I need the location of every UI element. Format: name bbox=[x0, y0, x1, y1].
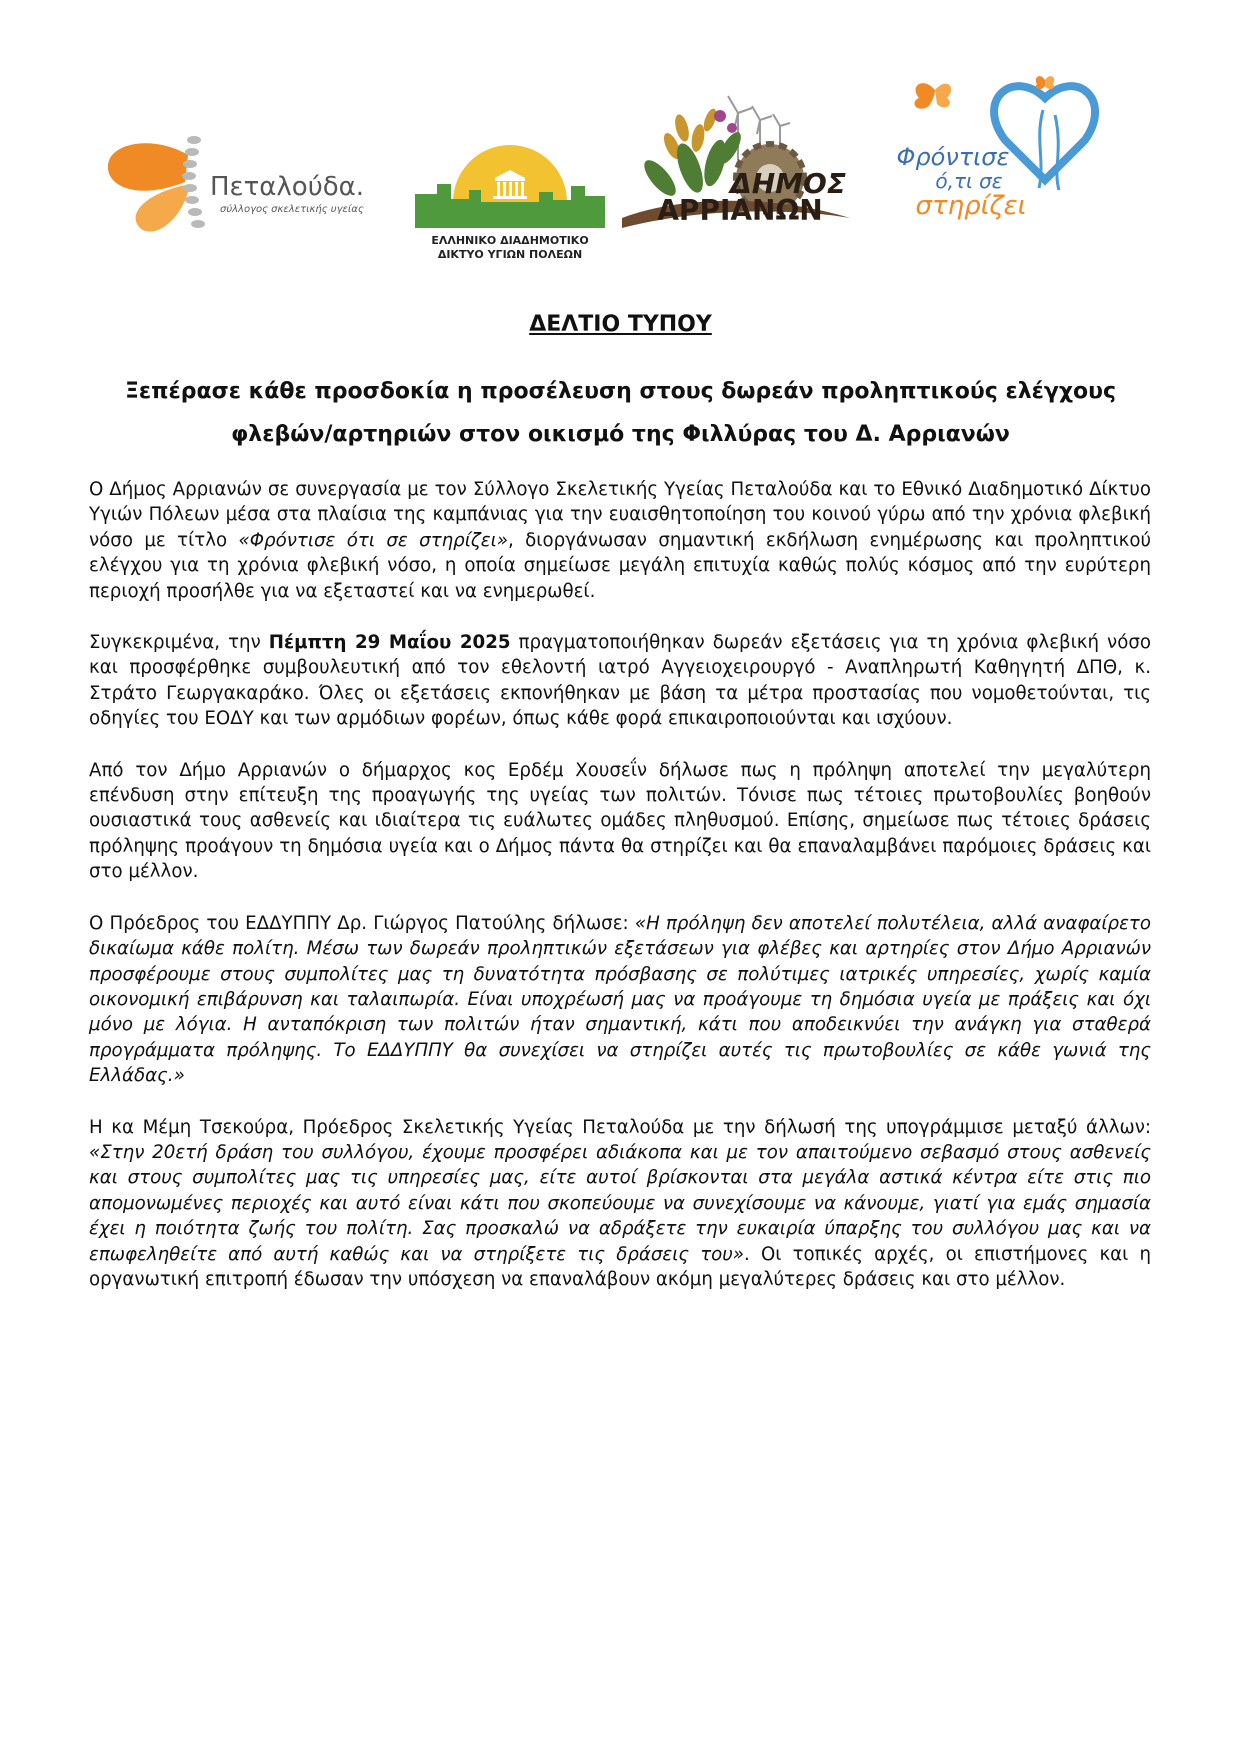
logo-row bbox=[0, 60, 1241, 270]
healthy-cities-logo bbox=[415, 144, 605, 264]
press-release-title bbox=[100, 370, 1141, 456]
paragraph-text: Η κα Μέμη Τσεκούρα, Πρόεδρος Σκελετικής Υγείας Πεταλούδα με την δήλωσή της υπογράμμισε μεταξύ άλλων: bbox=[89, 1116, 1151, 1138]
paragraph-text: Ο Πρόεδρος του ΕΔΔΥΠΠΥ Δρ. Γιώργος Πατούλης δήλωσε: bbox=[89, 912, 635, 934]
paragraph-text: Ο Δήμος Αρριανών σε συνεργασία με τον Σύλλογο Σκελετικής Υγείας Πεταλούδα και το Εθνικό Διαδημοτικό Δίκτυο Υγιών Πόλεων μέσα στα πλαίσια της καμπάνιας για την ευαισθητοποίηση του κοινού γύρω από την χρόνια φλεβική νόσο με τίτλο bbox=[89, 479, 1151, 551]
healthy-cities-line1: ΕΛΛΗΝΙΚΟ ΔΙΑΔΗΜΟΤΙΚΟ bbox=[431, 234, 589, 247]
dimos-arrianon-logo bbox=[620, 68, 865, 238]
petalouda-tagline: σύλλογος σκελετικής υγείας bbox=[220, 204, 364, 215]
title-line-1: Ξεπέρασε κάθε προσδοκία η προσέλευση στους δωρεάν προληπτικούς ελέγχους bbox=[124, 379, 1117, 404]
event-date: Πέμπτη 29 Μαΐου 2025 bbox=[268, 632, 511, 654]
article-body bbox=[89, 477, 1151, 1318]
healthy-cities-line2: ΔΙΚΤΥΟ ΥΓΙΩΝ ΠΟΛΕΩΝ bbox=[437, 248, 583, 261]
campaign-title: «Φρόντισε ότι σε στηρίζει» bbox=[238, 529, 508, 551]
paragraph-president-statement bbox=[89, 911, 1151, 1089]
paragraph-text: , διοργάνωσαν σημαντική εκδήλωση ενημέρωσης και προληπτικού ελέγχου για τη χρόνια φλεβική νόσο, η οποία σημείωσε μεγάλη επιτυχία καθώς πολύς κόσμος από την ευρύτερη περιοχή προσήλθε για να εξεταστεί και να ενημερωθεί. bbox=[89, 529, 1151, 602]
document-heading: ΔΕΛΤΙΟ ΤΥΠΟΥ bbox=[529, 312, 712, 337]
paragraph-association-statement bbox=[89, 1115, 1151, 1293]
quote-text: «Η πρόληψη δεν αποτελεί πολυτέλεια, αλλά αναφαίρετο δικαίωμα κάθε πολίτη. Μέσω των δωρεάν προληπτικών εξετάσεων για φλέβες και αρτηρίες στον Δήμο Αρριανών προσφέρουμε στους συμπολίτες μας τη δυνατότητα πρόσβασης σε πολύτιμες ιατρικές υπηρεσίες, χωρίς καμία οικονομική επιβάρυνση και ταλαιπωρία. Είναι υποχρέωσή μας να προάγουμε τη δημόσια υγεία με πράξεις και όχι μόνο με λόγια. Η ανταπόκριση των πολιτών ήταν σημαντική, κάτι που αποδεικνύει την ανάγκη για σταθερά προγράμματα πρόληψης. Το ΕΔΔΥΠΠΥ θα συνεχίσει να στηρίζει αυτές τις πρωτοβουλίες σε κάθε γωνιά της Ελλάδας.» bbox=[89, 912, 1151, 1087]
paragraph-text: πραγματοποιήθηκαν δωρεάν εξετάσεις για τη χρόνια φλεβική νόσο και προσφέρθηκε συμβουλευτική από τον εθελοντή ιατρό Αγγειοχειρουργό - Αναπληρωτή Καθηγητή ΔΠΘ, κ. Στράτο Γεωργακαράκο. Όλες οι εξετάσεις εκπονήθηκαν με βάση τα μέτρα προστασίας που νομοθετούνται, τις οδηγίες του ΕΟΔΥ και των αρμόδιων φορέων, όπως κάθε φορά επικαιροποιούνται και ισχύουν. bbox=[89, 632, 1151, 730]
paragraph-text: Συγκεκριμένα, την bbox=[89, 632, 269, 654]
campaign-line2: ό,τι σε bbox=[935, 169, 1003, 193]
petalouda-logo bbox=[100, 130, 365, 240]
paragraph-event-details bbox=[89, 630, 1151, 732]
campaign-logo bbox=[895, 70, 1115, 235]
title-line-2: φλεβών/αρτηριών στον οικισμό της Φιλλύρας του Δ. Αρριανών bbox=[231, 422, 1010, 447]
paragraph-mayor-statement: Από τον Δήμο Αρριανών ο δήμαρχος κος Ερδέμ Χουσεΐν δήλωσε πως η πρόληψη αποτελεί την μεγαλύτερη επένδυση στην επίτευξη της προαγωγής της υγείας των πολιτών. Τόνισε πως τέτοιες πρωτοβουλίες βοηθούν ουσιαστικά τους ασθενείς και ιδιαίτερα τις ευάλωτες ομάδες πληθυσμού. Επίσης, σημείωσε πως τέτοιες δράσεις πρόληψης προάγουν τη δημόσια υγεία και ο Δήμος πάντα θα στηρίζει και θα επαναλαμβάνει παρόμοιες δράσεις και στο μέλλον. bbox=[89, 759, 1151, 883]
campaign-line1: Φρόντισε bbox=[896, 143, 1010, 171]
paragraph-text: . Οι τοπικές αρχές, οι επιστήμονες και η οργανωτική επιτροπή έδωσαν την υπόσχεση να επαναλάβουν ακόμη μεγαλύτερες δράσεις και στο μέλλον. bbox=[89, 1243, 1151, 1290]
paragraph-intro bbox=[89, 477, 1151, 604]
quote-text: «Στην 20ετή δράση του συλλόγου, έχουμε προσφέρει αδιάκοπα και με τον απαιτούμενο σεβασμό στους ασθενείς και στους συμπολίτες μας τις υπηρεσίες μας, είτε αυτοί βρίσκονται στα μεγάλα αστικά κέντρα είτε στις πιο απομονωμένες περιοχές και αυτό είναι κάτι που σκοπεύουμε να συνεχίσουμε να κάνουμε, γιατί για εμάς σημασία έχει η ποιότητα ζωής του πολίτη. Σας προσκαλώ να αδράξετε την ευκαιρία ύπαρξης του συλλόγου μας και να επωφεληθείτε από αυτή καθώς και να στηρίξετε τις δράσεις του» bbox=[89, 1141, 1151, 1265]
dimos-line2: ΑΡΡΙΑΝΩΝ bbox=[657, 194, 823, 227]
dimos-line1: ΔΗΜΟΣ bbox=[730, 167, 846, 200]
petalouda-name: Πεταλούδα. bbox=[210, 172, 365, 202]
campaign-line3: στηρίζει bbox=[915, 191, 1027, 221]
